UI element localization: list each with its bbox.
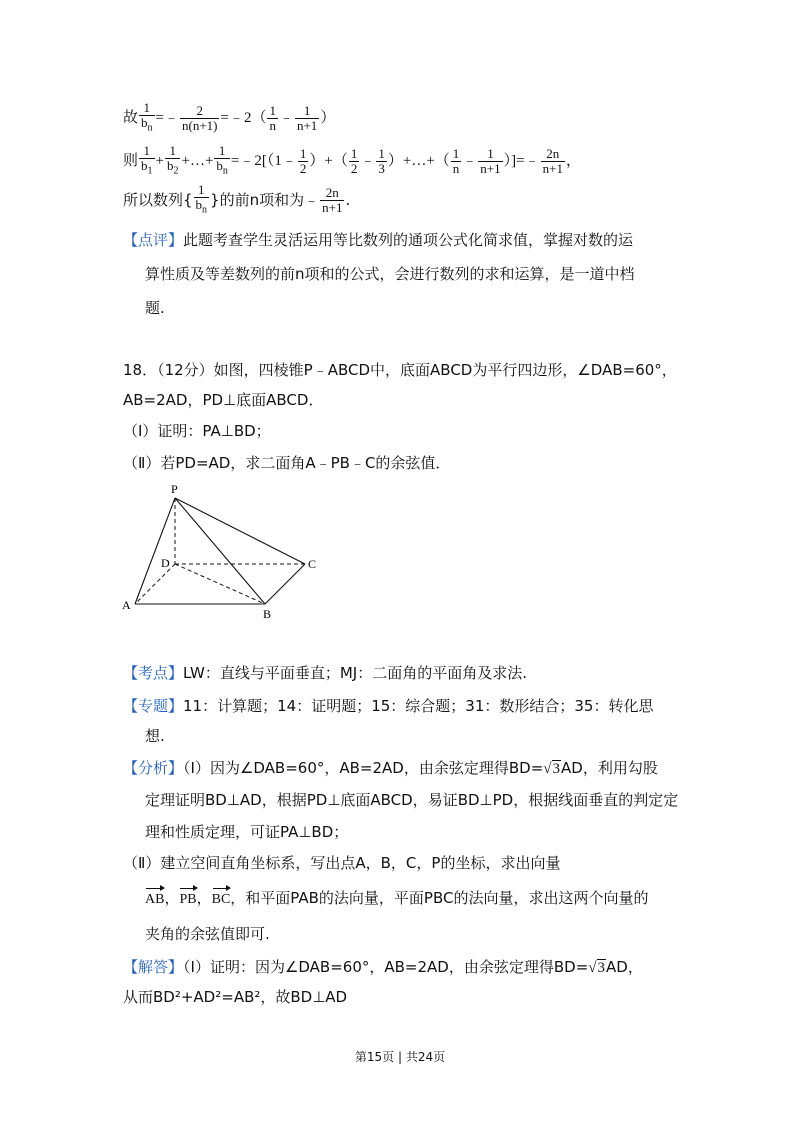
sqrt-3: √3 (543, 761, 561, 777)
fraction: $\frac{1}{2}$ (350, 146, 358, 177)
solution-line-3 (123, 183, 350, 218)
jieda-tag: 【解答】 (123, 958, 184, 976)
fraction: $\frac{1}{b_2}$ (166, 143, 179, 177)
fraction: $\frac{2}{n(n+1)}$ (181, 103, 218, 134)
fenxi-tag: 【分析】 (123, 759, 184, 777)
fenxi-line-4: （Ⅱ）建立空间直角坐标系，写出点A，B，C，P的坐标，求出向量 (123, 854, 561, 872)
line2-prefix: 则 (123, 151, 139, 169)
kaodian-text: LW：直线与平面垂直；MJ：二面角的平面角及求法. (183, 664, 527, 682)
jieda-line-2: 从而BD²+AD²=AB²，故BD⊥AD (123, 988, 348, 1006)
fenxi-line-5: AB，PB，BC，和平面PAB的法向量，平面PBC的法向量，求出这两个向量的 (145, 886, 648, 910)
fenxi-line-3: 理和性质定理，可证PA⊥BD； (145, 823, 349, 841)
fraction: $\frac{1}{b_n}$ (141, 100, 153, 134)
fraction: $\frac{2n}{n+1}$ (322, 185, 343, 215)
comment-tag: 【点评】 (123, 231, 184, 249)
fraction: $\frac{1}{2}$ (299, 146, 307, 177)
comment-line-3: 题. (145, 299, 165, 317)
fenxi-text-a: （Ⅰ）因为∠DAB=60°，AB=2AD，由余弦定理得BD= (183, 759, 544, 777)
fenxi-line-6: 夹角的余弦值即可. (145, 925, 270, 943)
fraction: $\frac{1}{3}$ (378, 146, 385, 177)
jieda-text-a: （Ⅰ）证明：因为∠DAB=60°，AB=2AD，由余弦定理得BD= (183, 958, 589, 976)
fraction: $\frac{1}{b_n}$ (195, 182, 208, 216)
label-c: C (308, 557, 317, 571)
kaodian-line (123, 663, 527, 683)
fraction: $\frac{1}{b_1}$ (141, 143, 153, 177)
fraction: $\frac{1}{n+1}$ (480, 146, 501, 177)
line3-end: . (345, 191, 351, 209)
label-a: A (122, 598, 131, 612)
zhuanti-text: 11：计算题；14：证明题；15：综合题；31：数形结合；35：转化思 (183, 697, 654, 715)
page-footer: 第15页 | 共24页 (354, 1050, 446, 1064)
pyramid-figure (115, 478, 330, 623)
comment-line-2: 算性质及等差数列的前n项和的公式，会进行数列的求和运算，是一道中档 (145, 265, 635, 283)
fraction: $\frac{2n}{n+1}$ (542, 146, 563, 177)
problem-part-1: （Ⅰ）证明：PA⊥BD； (123, 422, 271, 440)
fenxi-text-b: AD，利用勾股 (561, 759, 658, 777)
comment-text: 此题考查学生灵活运用等比数列的通项公式化简求值，掌握对数的运 (183, 231, 634, 249)
jieda-text-b: AD， (606, 958, 643, 976)
fenxi-line5-text: ，和平面PAB的法向量，平面PBC的法向量，求出这两个向量的 (230, 889, 649, 907)
label-d: D (161, 556, 170, 570)
problem-part-2: （Ⅱ）若PD=AD，求二面角A﹣PB﹣C的余弦值． (123, 454, 451, 472)
zhuanti-line-1 (123, 696, 653, 716)
solution-line-2: 则 $\frac{1}{b_1}$ + $\frac{1}{b_2}$ +…+ $\frac{1}{b_n}$ =﹣2[（1﹣ $\frac{1}{2}$ ）+（ $\frac{1}{2}$ ﹣ $\frac{1}{3}$ ）+…+（ $\frac{1}{n}$ ﹣ $\frac{1}{n+1}$ ）]=﹣ $\frac{2n}{n+1}$ ， (123, 143, 581, 177)
zhuanti-line-2: 想. (145, 727, 165, 745)
label-b: B (263, 607, 272, 621)
sqrt-3: √3 (588, 960, 606, 976)
zhuanti-tag: 【专题】 (123, 697, 184, 715)
line3-mid: }的前n项和为﹣ (210, 191, 320, 209)
problem-line-1: 18．（12分）如图，四棱锥P﹣ABCD中，底面ABCD为平行四边形，∠DAB=60°， (123, 361, 677, 379)
fraction: $\frac{1}{b_n}$ (216, 143, 228, 177)
solution-line-1: 故 $\frac{1}{b_n}$ =﹣ $\frac{2}{n(n+1)}$ =﹣2（ $\frac{1}{n}$ ﹣ $\frac{1}{n+1}$ ） (123, 100, 336, 134)
fenxi-line-1 (123, 758, 658, 779)
fraction: $\frac{1}{n+1}$ (296, 103, 318, 134)
vector-ab: AB (145, 886, 164, 910)
fenxi-line-2: 定理证明BD⊥AD，根据PD⊥底面ABCD，易证BD⊥PD，根据线面垂直的判定定 (145, 791, 679, 809)
problem-line-2: AB=2AD，PD⊥底面ABCD． (123, 391, 324, 409)
fraction: $\frac{1}{n}$ (269, 103, 276, 134)
label-p: P (171, 482, 178, 496)
vector-pb: PB (179, 886, 196, 910)
kaodian-tag: 【考点】 (123, 664, 184, 682)
jieda-line-1 (123, 957, 643, 978)
vector-bc: BC (212, 886, 231, 910)
line1-prefix: 故 (123, 108, 139, 126)
line3-prefix: 所以数列{ (123, 191, 193, 209)
comment-line-1 (123, 230, 633, 250)
fraction: $\frac{1}{n}$ (452, 146, 460, 177)
